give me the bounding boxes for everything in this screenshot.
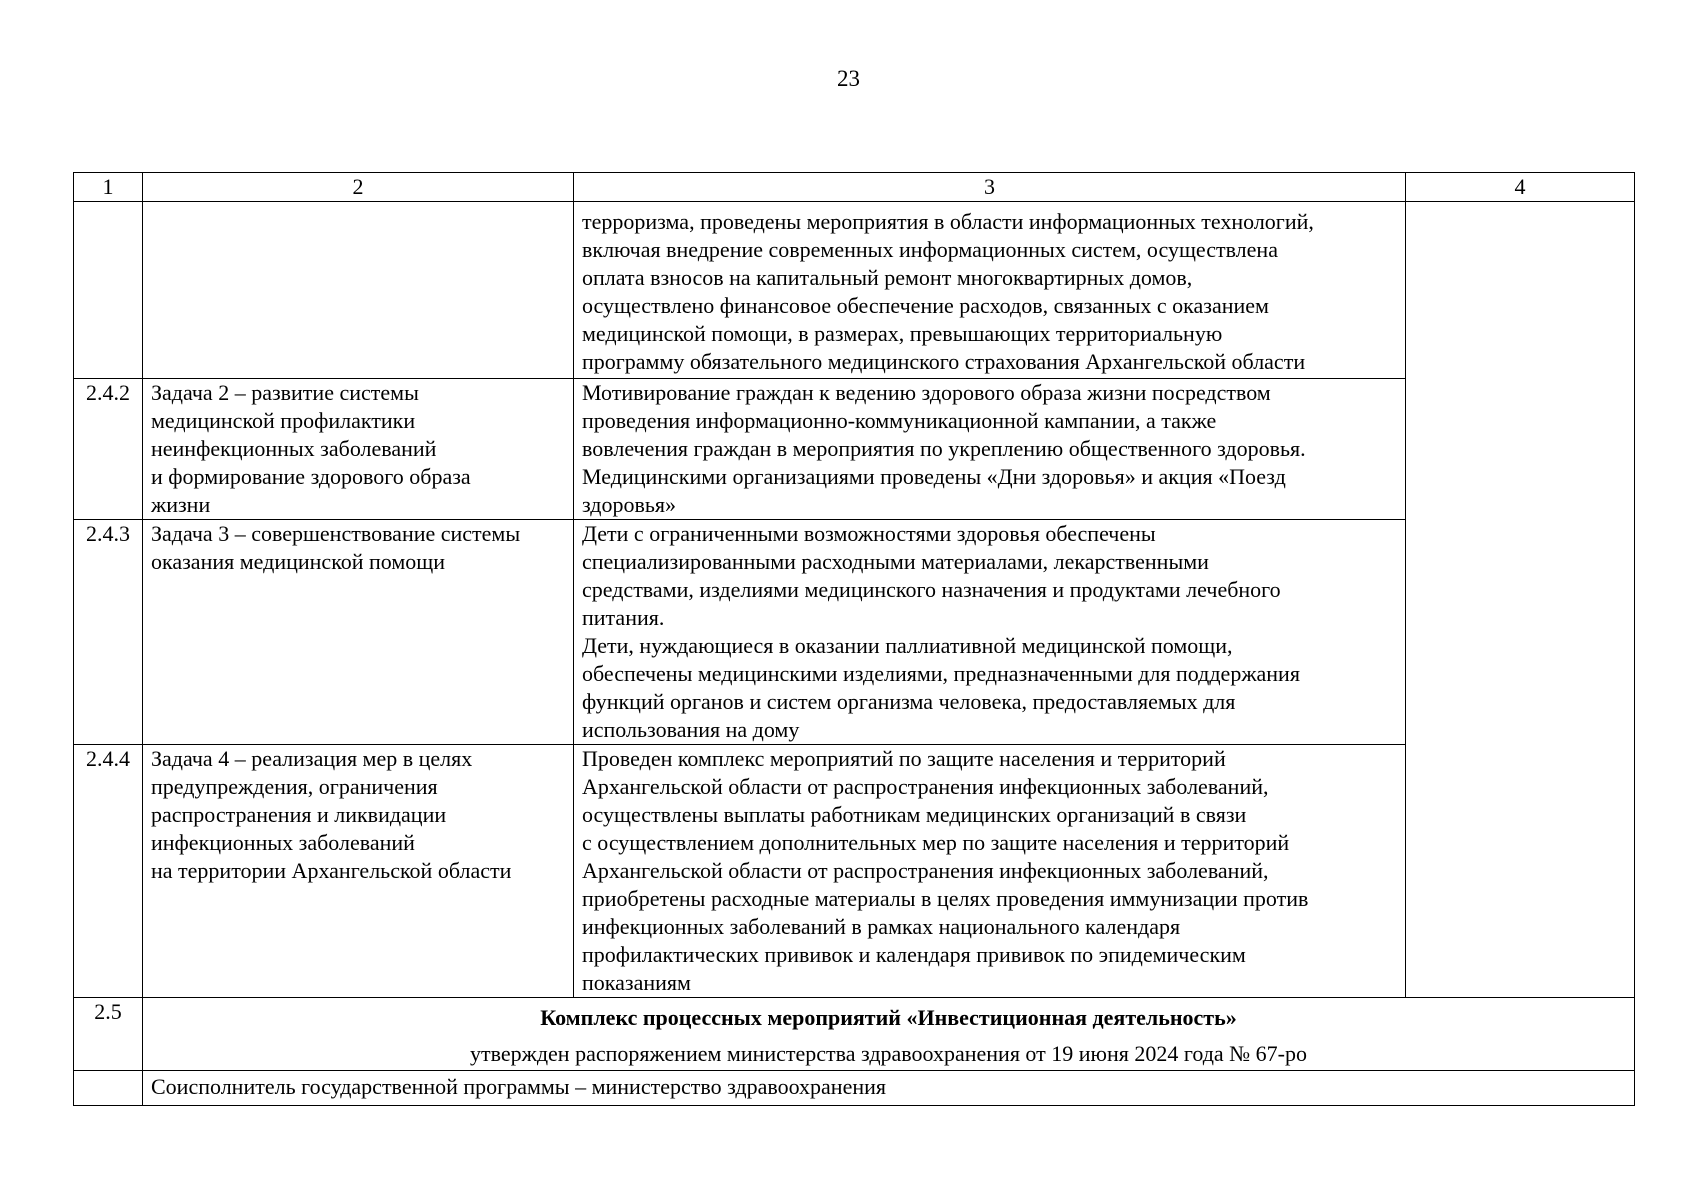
text-line: осуществлены выплаты работникам медицинских организаций в связи [582, 802, 1247, 827]
header-col-2: 2 [143, 173, 574, 202]
text-line: профилактических прививок и календаря прививок по эпидемическим [582, 942, 1246, 967]
header-col-4: 4 [1406, 173, 1635, 202]
text-line: с осуществлением дополнительных мер по защите населения и территорий [582, 830, 1290, 855]
text-line: приобретены расходные материалы в целях проведения иммунизации против [582, 886, 1309, 911]
text-line: средствами, изделиями медицинского назначения и продуктами лечебного [582, 577, 1281, 602]
complex-approved-note: утвержден распоряжением министерства здравоохранения от 19 июня 2024 года № 67-ро [470, 1041, 1307, 1066]
text-line: Задача 2 – развитие системы [151, 380, 419, 405]
text-line: Задача 4 – реализация мер в целях [151, 746, 473, 771]
text-line: медицинской помощи, в размерах, превышающих территориальную [582, 321, 1223, 346]
page-number: 23 [837, 66, 860, 91]
header-col-3: 3 [574, 173, 1406, 202]
text-line: обеспечены медицинскими изделиями, предназначенными для поддержания [582, 661, 1300, 686]
text-line: питания. [582, 605, 665, 630]
row-number: 2.4.3 [74, 520, 143, 745]
text-line: оказания медицинской помощи [151, 549, 446, 574]
task-cell [143, 379, 574, 520]
text-line: Архангельской области от распространения инфекционных заболеваний, [582, 774, 1269, 799]
text-line: предупреждения, ограничения [151, 774, 438, 799]
text-line: Архангельской области от распространения инфекционных заболеваний, [582, 858, 1269, 883]
text-line: здоровья» [582, 492, 677, 517]
result-cell [574, 520, 1406, 745]
table-row-2-4-3 [74, 520, 1635, 745]
text-line: осуществлено финансовое обеспечение расходов, связанных с оказанием [582, 293, 1269, 318]
text-line: включая внедрение современных информационных систем, осуществлена [582, 237, 1278, 262]
text-line: оплата взносов на капитальный ремонт многоквартирных домов, [582, 265, 1193, 290]
header-col-1: 1 [74, 173, 143, 202]
text-line: на территории Архангельской области [151, 858, 512, 883]
result-cell [574, 379, 1406, 520]
text-line: медицинской профилактики [151, 408, 416, 433]
row-number: 2.4.4 [74, 745, 143, 998]
text-line: инфекционных заболеваний в рамках национального календаря [582, 914, 1181, 939]
row-number: 2.5 [74, 998, 143, 1071]
text-line: и формирование здорового образа [151, 464, 471, 489]
text-line: инфекционных заболеваний [151, 830, 415, 855]
text-line: Дети, нуждающиеся в оказании паллиативной медицинской помощи, [582, 633, 1233, 658]
row-number: 2.4.2 [74, 379, 143, 520]
task-cell [143, 520, 574, 745]
text-line: проведения информационно-коммуникационной кампании, а также [582, 408, 1217, 433]
col4-cell [1406, 202, 1635, 998]
text-line: распространения и ликвидации [151, 802, 447, 827]
text-line: неинфекционных заболеваний [151, 436, 437, 461]
continuation-task-cell [143, 202, 574, 379]
co-executor-num-cell [74, 1071, 143, 1106]
text-line: Мотивирование граждан к ведению здорового образа жизни посредством [582, 380, 1271, 405]
text-line: специализированными расходными материалами, лекарственными [582, 549, 1209, 574]
continuation-result-cell [574, 202, 1406, 379]
complex-row-2-5 [74, 998, 1635, 1071]
text-line: Проведен комплекс мероприятий по защите населения и территорий [582, 746, 1226, 771]
text-line: использования на дому [582, 717, 800, 742]
result-cell [574, 745, 1406, 998]
table-row-2-4-4 [74, 745, 1635, 998]
co-executor-row [74, 1071, 1635, 1106]
text-line: вовлечения граждан в мероприятия по укреплению общественного здоровья. [582, 436, 1306, 461]
text-line: терроризма, проведены мероприятия в области информационных технологий, [582, 209, 1314, 234]
co-executor-cell: Соисполнитель государственной программы – министерство здравоохранения [143, 1071, 1635, 1106]
complex-cell [143, 998, 1635, 1071]
continuation-num-cell [74, 202, 143, 379]
text-line: программу обязательного медицинского страхования Архангельской области [582, 349, 1306, 374]
text-line: показаниям [582, 970, 691, 995]
text-line: Задача 3 – совершенствование системы [151, 521, 521, 546]
text-line: Дети с ограниченными возможностями здоровья обеспечены [582, 521, 1156, 546]
text-line: функций органов и систем организма человека, предоставляемых для [582, 689, 1236, 714]
header-row [74, 173, 1635, 202]
complex-title: Комплекс процессных мероприятий «Инвестиционная деятельность» [540, 1005, 1237, 1030]
program-table [73, 172, 1635, 1106]
table-row-2-4-2 [74, 379, 1635, 520]
text-line: жизни [151, 492, 211, 517]
task-cell [143, 745, 574, 998]
text-line: Медицинскими организациями проведены «Дни здоровья» и акция «Поезд [582, 464, 1286, 489]
continuation-row [74, 202, 1635, 379]
